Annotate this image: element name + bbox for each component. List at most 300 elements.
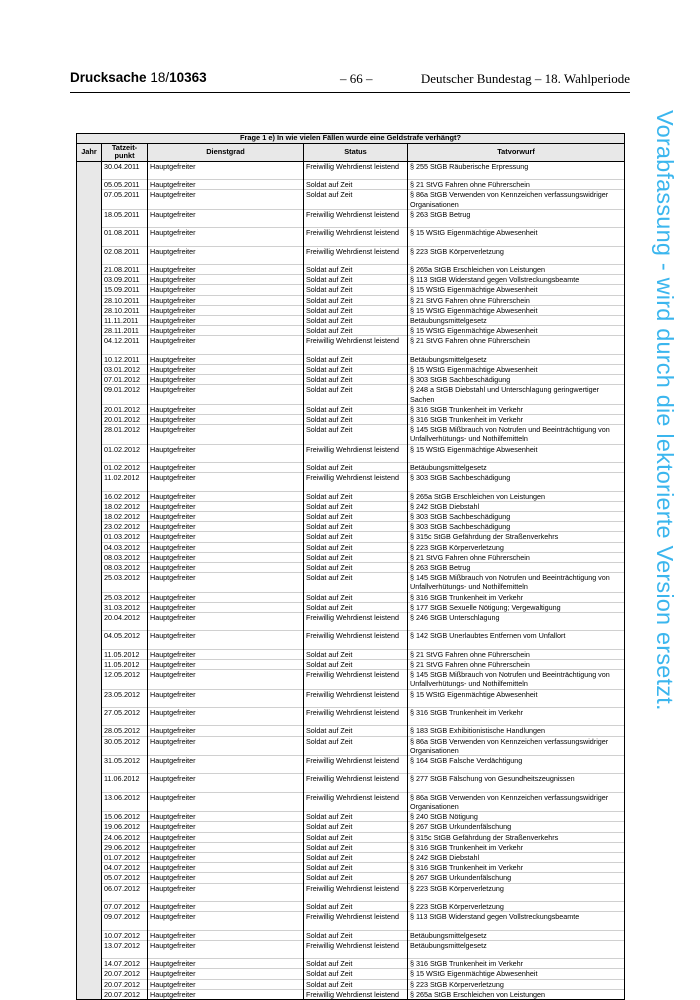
rank-cell: Hauptgefreiter [148, 873, 304, 883]
table-row [77, 736, 625, 755]
offense-cell: § 86a StGB Verwenden von Kennzeichen verfassungswidriger Organisationen [408, 792, 625, 811]
date-cell: 20.07.2012 [102, 979, 148, 989]
table-row [77, 602, 625, 612]
year-cell [77, 414, 102, 424]
offense-cell: § 21 StVG Fahren ohne Führerschein [408, 649, 625, 659]
table-caption: Frage 1 e) In wie vielen Fällen wurde eine Geldstrafe verhängt? [77, 134, 625, 144]
table-row [77, 532, 625, 542]
year-cell [77, 522, 102, 532]
rank-cell: Hauptgefreiter [148, 989, 304, 999]
doc-number-prefix: 18/ [150, 70, 170, 85]
table-row [77, 563, 625, 573]
offense-cell: § 21 StVG Fahren ohne Führerschein [408, 295, 625, 305]
date-cell: 23.02.2012 [102, 522, 148, 532]
rank-cell: Hauptgefreiter [148, 969, 304, 979]
year-cell [77, 853, 102, 863]
status-cell: Soldat auf Zeit [304, 425, 408, 444]
date-cell: 27.05.2012 [102, 708, 148, 726]
year-cell [77, 364, 102, 374]
offense-cell: Betäubungsmittelgesetz [408, 930, 625, 940]
status-cell: Soldat auf Zeit [304, 969, 408, 979]
offense-cell: § 242 StGB Diebstahl [408, 853, 625, 863]
offense-cell: § 21 StVG Fahren ohne Führerschein [408, 660, 625, 670]
rank-cell: Hauptgefreiter [148, 631, 304, 649]
status-cell: Freiwillig Wehrdienst leistend [304, 792, 408, 811]
rank-cell: Hauptgefreiter [148, 573, 304, 592]
offense-cell: § 86a StGB Verwenden von Kennzeichen verfassungswidriger Organisationen [408, 190, 625, 209]
year-cell [77, 305, 102, 315]
table-row [77, 444, 625, 462]
date-cell: 01.02.2012 [102, 462, 148, 472]
offense-cell: § 316 StGB Trunkenheit im Verkehr [408, 414, 625, 424]
year-cell [77, 404, 102, 414]
status-cell: Soldat auf Zeit [304, 736, 408, 755]
offense-cell: § 303 StGB Sachbeschädigung [408, 375, 625, 385]
status-cell: Freiwillig Wehrdienst leistend [304, 631, 408, 649]
status-cell: Soldat auf Zeit [304, 563, 408, 573]
table-row [77, 326, 625, 336]
table-row [77, 336, 625, 354]
offense-cell: § 265a StGB Erschleichen von Leistungen [408, 264, 625, 274]
table-row [77, 542, 625, 552]
offense-cell: § 315c StGB Gefährdung der Straßenverkehrs [408, 832, 625, 842]
date-cell: 04.05.2012 [102, 631, 148, 649]
date-cell: 14.07.2012 [102, 959, 148, 969]
offense-cell: § 303 StGB Sachbeschädigung [408, 522, 625, 532]
rank-cell: Hauptgefreiter [148, 592, 304, 602]
table-row [77, 275, 625, 285]
table-row [77, 552, 625, 562]
rank-cell: Hauptgefreiter [148, 602, 304, 612]
rank-cell: Hauptgefreiter [148, 863, 304, 873]
date-cell: 09.01.2012 [102, 385, 148, 404]
rank-cell: Hauptgefreiter [148, 161, 304, 179]
table-row [77, 959, 625, 969]
status-cell: Soldat auf Zeit [304, 354, 408, 364]
table-row [77, 246, 625, 264]
year-cell [77, 190, 102, 209]
year-cell [77, 275, 102, 285]
status-cell: Soldat auf Zeit [304, 522, 408, 532]
offense-cell: § 223 StGB Körperverletzung [408, 979, 625, 989]
rank-cell: Hauptgefreiter [148, 425, 304, 444]
rank-cell: Hauptgefreiter [148, 649, 304, 659]
date-cell: 20.07.2012 [102, 989, 148, 999]
year-cell [77, 883, 102, 901]
status-cell: Freiwillig Wehrdienst leistend [304, 940, 408, 958]
year-cell [77, 161, 102, 179]
year-cell [77, 736, 102, 755]
offense-cell: § 145 StGB Mißbrauch von Notrufen und Beeinträchtigung von Unfallverhütungs- und Nothilfemitteln [408, 670, 625, 689]
rank-cell: Hauptgefreiter [148, 660, 304, 670]
date-cell: 13.07.2012 [102, 940, 148, 958]
status-cell: Soldat auf Zeit [304, 404, 408, 414]
date-cell: 13.06.2012 [102, 792, 148, 811]
offense-cell: § 315c StGB Gefährdung der Straßenverkehrs [408, 532, 625, 542]
document-number [70, 70, 207, 85]
offense-cell: Betäubungsmittelgesetz [408, 462, 625, 472]
table-row [77, 756, 625, 774]
rank-cell: Hauptgefreiter [148, 511, 304, 521]
year-cell [77, 209, 102, 227]
offense-cell: § 265a StGB Erschleichen von Leistungen [408, 491, 625, 501]
table-row [77, 462, 625, 472]
rank-cell: Hauptgefreiter [148, 264, 304, 274]
rank-cell: Hauptgefreiter [148, 736, 304, 755]
rank-cell: Hauptgefreiter [148, 708, 304, 726]
status-cell: Freiwillig Wehrdienst leistend [304, 670, 408, 689]
rank-cell: Hauptgefreiter [148, 532, 304, 542]
status-cell: Freiwillig Wehrdienst leistend [304, 473, 408, 491]
year-cell [77, 726, 102, 736]
table-row [77, 264, 625, 274]
table-row [77, 940, 625, 958]
table-row [77, 726, 625, 736]
date-cell: 05.07.2012 [102, 873, 148, 883]
offense-cell: § 21 StVG Fahren ohne Führerschein [408, 336, 625, 354]
table-row [77, 930, 625, 940]
status-cell: Soldat auf Zeit [304, 542, 408, 552]
rank-cell: Hauptgefreiter [148, 940, 304, 958]
year-cell [77, 315, 102, 325]
year-cell [77, 989, 102, 999]
offense-cell: § 21 StVG Fahren ohne Führerschein [408, 180, 625, 190]
date-cell: 25.03.2012 [102, 592, 148, 602]
date-cell: 31.05.2012 [102, 756, 148, 774]
table-row [77, 573, 625, 592]
watermark-text: Vorabfassung - wird durch die lektorierte Version ersetzt. [652, 110, 678, 711]
date-cell: 24.06.2012 [102, 832, 148, 842]
status-cell: Freiwillig Wehrdienst leistend [304, 209, 408, 227]
year-cell [77, 873, 102, 883]
year-cell [77, 774, 102, 792]
table-row [77, 414, 625, 424]
date-cell: 04.03.2012 [102, 542, 148, 552]
table-row [77, 305, 625, 315]
year-cell [77, 756, 102, 774]
status-cell: Soldat auf Zeit [304, 491, 408, 501]
table-row [77, 295, 625, 305]
status-cell: Freiwillig Wehrdienst leistend [304, 246, 408, 264]
date-cell: 08.03.2012 [102, 563, 148, 573]
date-cell: 30.05.2012 [102, 736, 148, 755]
status-cell: Soldat auf Zeit [304, 552, 408, 562]
date-cell: 20.07.2012 [102, 969, 148, 979]
table-row [77, 473, 625, 491]
table-row [77, 649, 625, 659]
offense-cell: § 255 StGB Räuberische Erpressung [408, 161, 625, 179]
rank-cell: Hauptgefreiter [148, 209, 304, 227]
status-cell: Soldat auf Zeit [304, 462, 408, 472]
date-cell: 01.02.2012 [102, 444, 148, 462]
table-row [77, 285, 625, 295]
header-tatzeitpunkt: Tatzeit-punkt [102, 143, 148, 161]
offense-cell: § 86a StGB Verwenden von Kennzeichen verfassungswidriger Organisationen [408, 736, 625, 755]
date-cell: 02.08.2011 [102, 246, 148, 264]
status-cell: Soldat auf Zeit [304, 326, 408, 336]
status-cell: Freiwillig Wehrdienst leistend [304, 336, 408, 354]
rank-cell: Hauptgefreiter [148, 930, 304, 940]
status-cell: Soldat auf Zeit [304, 853, 408, 863]
year-cell [77, 930, 102, 940]
table-row [77, 832, 625, 842]
status-cell: Soldat auf Zeit [304, 649, 408, 659]
rank-cell: Hauptgefreiter [148, 491, 304, 501]
date-cell: 07.05.2011 [102, 190, 148, 209]
offense-cell: § 145 StGB Mißbrauch von Notrufen und Beeinträchtigung von Unfallverhütungs- und Nothilfemitteln [408, 425, 625, 444]
status-cell: Soldat auf Zeit [304, 375, 408, 385]
year-cell [77, 902, 102, 912]
watermark [652, 110, 678, 910]
status-cell: Soldat auf Zeit [304, 285, 408, 295]
year-cell [77, 501, 102, 511]
rank-cell: Hauptgefreiter [148, 902, 304, 912]
table-row [77, 822, 625, 832]
rank-cell: Hauptgefreiter [148, 812, 304, 822]
status-cell: Freiwillig Wehrdienst leistend [304, 689, 408, 707]
rank-cell: Hauptgefreiter [148, 959, 304, 969]
status-cell: Freiwillig Wehrdienst leistend [304, 708, 408, 726]
date-cell: 15.09.2011 [102, 285, 148, 295]
year-cell [77, 444, 102, 462]
rank-cell: Hauptgefreiter [148, 473, 304, 491]
year-cell [77, 180, 102, 190]
table-row [77, 631, 625, 649]
status-cell: Soldat auf Zeit [304, 385, 408, 404]
year-cell [77, 542, 102, 552]
offense-cell: § 15 WStG Eigenmächtige Abwesenheit [408, 228, 625, 246]
date-cell: 05.05.2011 [102, 180, 148, 190]
status-cell: Soldat auf Zeit [304, 180, 408, 190]
date-cell: 11.05.2012 [102, 649, 148, 659]
table-row [77, 364, 625, 374]
status-cell: Freiwillig Wehrdienst leistend [304, 756, 408, 774]
table-row [77, 375, 625, 385]
offense-cell: § 15 WStG Eigenmächtige Abwesenheit [408, 326, 625, 336]
status-cell: Soldat auf Zeit [304, 315, 408, 325]
table-row [77, 812, 625, 822]
year-cell [77, 385, 102, 404]
offense-cell: § 242 StGB Diebstahl [408, 501, 625, 511]
rank-cell: Hauptgefreiter [148, 385, 304, 404]
year-cell [77, 959, 102, 969]
rank-cell: Hauptgefreiter [148, 756, 304, 774]
date-cell: 31.03.2012 [102, 602, 148, 612]
date-cell: 06.07.2012 [102, 883, 148, 901]
year-cell [77, 563, 102, 573]
status-cell: Soldat auf Zeit [304, 364, 408, 374]
offense-cell: § 303 StGB Sachbeschädigung [408, 511, 625, 521]
status-cell: Soldat auf Zeit [304, 592, 408, 602]
date-cell: 07.07.2012 [102, 902, 148, 912]
year-cell [77, 246, 102, 264]
status-cell: Soldat auf Zeit [304, 414, 408, 424]
date-cell: 03.09.2011 [102, 275, 148, 285]
status-cell: Soldat auf Zeit [304, 511, 408, 521]
rank-cell: Hauptgefreiter [148, 613, 304, 631]
table-row [77, 613, 625, 631]
rank-cell: Hauptgefreiter [148, 375, 304, 385]
offense-cell: § 21 StVG Fahren ohne Führerschein [408, 552, 625, 562]
year-cell [77, 326, 102, 336]
offense-cell: § 15 WStG Eigenmächtige Abwesenheit [408, 364, 625, 374]
date-cell: 28.01.2012 [102, 425, 148, 444]
date-cell: 19.06.2012 [102, 822, 148, 832]
rank-cell: Hauptgefreiter [148, 670, 304, 689]
offense-cell: § 223 StGB Körperverletzung [408, 246, 625, 264]
date-cell: 20.01.2012 [102, 404, 148, 414]
offense-cell: § 303 StGB Sachbeschädigung [408, 473, 625, 491]
offense-cell: § 263 StGB Betrug [408, 563, 625, 573]
fines-table [76, 133, 625, 1000]
status-cell: Soldat auf Zeit [304, 602, 408, 612]
rank-cell: Hauptgefreiter [148, 689, 304, 707]
date-cell: 21.08.2011 [102, 264, 148, 274]
table-row [77, 842, 625, 852]
rank-cell: Hauptgefreiter [148, 979, 304, 989]
year-cell [77, 822, 102, 832]
date-cell: 29.06.2012 [102, 842, 148, 852]
year-cell [77, 228, 102, 246]
status-cell: Soldat auf Zeit [304, 501, 408, 511]
status-cell: Soldat auf Zeit [304, 660, 408, 670]
year-cell [77, 532, 102, 542]
offense-cell: § 248 a StGB Diebstahl und Unterschlagung geringwertiger Sachen [408, 385, 625, 404]
offense-cell: § 145 StGB Mißbrauch von Notrufen und Beeinträchtigung von Unfallverhütungs- und Nothilfemitteln [408, 573, 625, 592]
year-cell [77, 812, 102, 822]
date-cell: 01.08.2011 [102, 228, 148, 246]
date-cell: 16.02.2012 [102, 491, 148, 501]
year-cell [77, 375, 102, 385]
date-cell: 28.10.2011 [102, 295, 148, 305]
table-row [77, 522, 625, 532]
offense-cell: Betäubungsmittelgesetz [408, 940, 625, 958]
table-row [77, 670, 625, 689]
offense-cell: § 183 StGB Exhibitionistische Handlungen [408, 726, 625, 736]
rank-cell: Hauptgefreiter [148, 404, 304, 414]
publisher: Deutscher Bundestag – 18. Wahlperiode [420, 71, 630, 86]
offense-cell: § 15 WStG Eigenmächtige Abwesenheit [408, 285, 625, 295]
offense-cell: § 240 StGB Nötigung [408, 812, 625, 822]
offense-cell: § 223 StGB Körperverletzung [408, 883, 625, 901]
offense-cell: Betäubungsmittelgesetz [408, 354, 625, 364]
table-row [77, 969, 625, 979]
rank-cell: Hauptgefreiter [148, 853, 304, 863]
rank-cell: Hauptgefreiter [148, 832, 304, 842]
year-cell [77, 285, 102, 295]
date-cell: 28.11.2011 [102, 326, 148, 336]
offense-cell: § 15 WStG Eigenmächtige Abwesenheit [408, 444, 625, 462]
rank-cell: Hauptgefreiter [148, 246, 304, 264]
table-row [77, 180, 625, 190]
rank-cell: Hauptgefreiter [148, 228, 304, 246]
year-cell [77, 511, 102, 521]
year-cell [77, 552, 102, 562]
table-row [77, 989, 625, 999]
year-cell [77, 573, 102, 592]
offense-cell: § 316 StGB Trunkenheit im Verkehr [408, 404, 625, 414]
offense-cell: § 177 StGB Sexuelle Nötigung; Vergewaltigung [408, 602, 625, 612]
year-cell [77, 336, 102, 354]
status-cell: Soldat auf Zeit [304, 532, 408, 542]
header-rule [70, 92, 630, 93]
date-cell: 25.03.2012 [102, 573, 148, 592]
offense-cell: § 223 StGB Körperverletzung [408, 542, 625, 552]
offense-cell: § 142 StGB Unerlaubtes Entfernen vom Unfallort [408, 631, 625, 649]
rank-cell: Hauptgefreiter [148, 180, 304, 190]
header-jahr: Jahr [77, 143, 102, 161]
table-row [77, 883, 625, 901]
year-cell [77, 613, 102, 631]
status-cell: Freiwillig Wehrdienst leistend [304, 912, 408, 930]
status-cell: Soldat auf Zeit [304, 832, 408, 842]
doc-number: 10363 [169, 70, 207, 85]
date-cell: 23.05.2012 [102, 689, 148, 707]
status-cell: Soldat auf Zeit [304, 979, 408, 989]
table-caption-row [77, 134, 625, 144]
date-cell: 11.02.2012 [102, 473, 148, 491]
status-cell: Freiwillig Wehrdienst leistend [304, 989, 408, 999]
status-cell: Soldat auf Zeit [304, 842, 408, 852]
offense-cell: Betäubungsmittelgesetz [408, 315, 625, 325]
table-row [77, 315, 625, 325]
year-cell [77, 670, 102, 689]
date-cell: 01.07.2012 [102, 853, 148, 863]
status-cell: Freiwillig Wehrdienst leistend [304, 228, 408, 246]
table-row [77, 228, 625, 246]
rank-cell: Hauptgefreiter [148, 326, 304, 336]
status-cell: Soldat auf Zeit [304, 573, 408, 592]
date-cell: 11.06.2012 [102, 774, 148, 792]
table-row [77, 511, 625, 521]
date-cell: 15.06.2012 [102, 812, 148, 822]
table-row [77, 708, 625, 726]
rank-cell: Hauptgefreiter [148, 190, 304, 209]
year-cell [77, 354, 102, 364]
offense-cell: § 316 StGB Trunkenheit im Verkehr [408, 708, 625, 726]
rank-cell: Hauptgefreiter [148, 295, 304, 305]
status-cell: Soldat auf Zeit [304, 873, 408, 883]
table-row [77, 209, 625, 227]
status-cell: Freiwillig Wehrdienst leistend [304, 161, 408, 179]
status-cell: Soldat auf Zeit [304, 726, 408, 736]
rank-cell: Hauptgefreiter [148, 315, 304, 325]
rank-cell: Hauptgefreiter [148, 774, 304, 792]
date-cell: 18.05.2011 [102, 209, 148, 227]
offense-cell: § 316 StGB Trunkenheit im Verkehr [408, 842, 625, 852]
table-row [77, 774, 625, 792]
date-cell: 28.05.2012 [102, 726, 148, 736]
rank-cell: Hauptgefreiter [148, 414, 304, 424]
year-cell [77, 969, 102, 979]
table-row [77, 873, 625, 883]
date-cell: 28.10.2011 [102, 305, 148, 315]
date-cell: 18.02.2012 [102, 511, 148, 521]
table-row [77, 190, 625, 209]
year-cell [77, 863, 102, 873]
year-cell [77, 264, 102, 274]
rank-cell: Hauptgefreiter [148, 285, 304, 295]
offense-cell: § 246 StGB Unterschlagung [408, 613, 625, 631]
date-cell: 12.05.2012 [102, 670, 148, 689]
table-row [77, 385, 625, 404]
table-row [77, 853, 625, 863]
rank-cell: Hauptgefreiter [148, 542, 304, 552]
offense-cell: § 267 StGB Urkundenfälschung [408, 822, 625, 832]
table-row [77, 863, 625, 873]
table-row [77, 161, 625, 179]
header-tatvorwurf: Tatvorwurf [408, 143, 625, 161]
